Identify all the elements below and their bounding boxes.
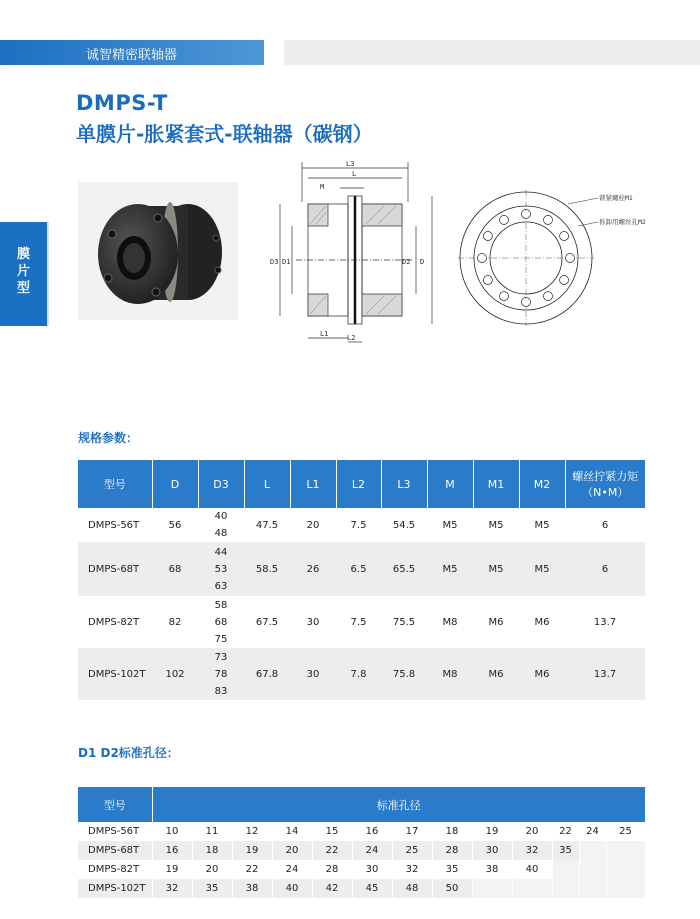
bore-cell-value: 22	[552, 822, 579, 841]
bore-cell-value: 19	[152, 860, 192, 879]
spec-header-l2: L2	[336, 460, 381, 508]
spec-cell-m1: M5	[473, 508, 519, 542]
bore-cell-value: 18	[432, 822, 472, 841]
spec-cell-torque: 13.7	[565, 596, 645, 648]
spec-cell-d3	[198, 542, 244, 596]
spec-header-torque	[565, 460, 645, 508]
spec-d3-value: 83	[214, 685, 228, 697]
spec-cell-l2: 7.5	[336, 596, 381, 648]
spec-header-m: M	[427, 460, 473, 508]
spec-cell-model: DMPS-56T	[78, 508, 152, 542]
bore-cell-empty	[512, 879, 552, 898]
bore-cell-value: 40	[512, 860, 552, 879]
spec-cell-d3	[198, 508, 244, 542]
bore-cell-value: 14	[272, 822, 312, 841]
bolt-hole	[483, 276, 492, 285]
spec-cell-torque: 6	[565, 508, 645, 542]
bore-cell-value: 25	[392, 841, 432, 860]
spec-header-l3: L3	[381, 460, 427, 508]
bolt-hole	[560, 276, 569, 285]
spec-cell-l1: 20	[290, 508, 336, 542]
bore-cell-empty	[606, 860, 645, 879]
spec-d3-value: 78	[214, 668, 228, 680]
bolt-hole	[544, 292, 553, 301]
bolt-hole	[500, 292, 509, 301]
bolt-hole	[560, 232, 569, 241]
spec-cell-model: DMPS-82T	[78, 596, 152, 648]
header-gray-band	[284, 40, 700, 65]
spec-cell-m2: M6	[519, 648, 565, 700]
bore-cell-value: 16	[352, 822, 392, 841]
bore-cell-value: 18	[192, 841, 232, 860]
spec-cell-l: 47.5	[244, 508, 290, 542]
spec-section-label: 规格参数：	[78, 431, 139, 445]
bore-cell-value: 24	[579, 822, 606, 841]
bolt-hole	[478, 254, 487, 263]
spec-d3-value: 63	[214, 580, 228, 592]
spec-cell-l3: 65.5	[381, 542, 427, 596]
bore-header-standard: 标准孔径	[152, 787, 645, 822]
bore-cell-value: 32	[512, 841, 552, 860]
bore-cell-value: 11	[192, 822, 232, 841]
dim-label: L2	[347, 334, 356, 342]
bore-cell-value: 35	[192, 879, 232, 898]
spec-header-m2: M2	[519, 460, 565, 508]
bore-cell-model: DMPS-82T	[78, 860, 152, 879]
dim-label: M	[320, 183, 325, 191]
side-category-tab	[0, 222, 49, 326]
spec-header-m1: M1	[473, 460, 519, 508]
bore-cell-value: 24	[352, 841, 392, 860]
spec-cell-l: 67.5	[244, 596, 290, 648]
face-view-drawing	[458, 176, 654, 336]
bolt-hole	[522, 210, 531, 219]
dim-label: D2	[402, 258, 411, 266]
bore-cell-empty	[579, 860, 606, 879]
spec-cell-l: 67.8	[244, 648, 290, 700]
spec-row	[78, 542, 645, 596]
dim-label: D3	[270, 258, 279, 266]
bore-cell-value: 20	[512, 822, 552, 841]
dim-label: L3	[346, 160, 355, 168]
bore-cell-value: 40	[272, 879, 312, 898]
bore-cell-value: 38	[472, 860, 512, 879]
spec-cell-torque: 13.7	[565, 648, 645, 700]
bore-section-label: D1 D2标准孔径：	[78, 746, 179, 760]
product-model: DMPS-T	[76, 91, 168, 115]
spec-cell-l1: 26	[290, 542, 336, 596]
side-tab-text	[0, 246, 47, 297]
spec-cell-l3: 75.8	[381, 648, 427, 700]
spec-row	[78, 508, 645, 542]
bore-row	[78, 879, 645, 898]
bore-cell-value: 15	[312, 822, 352, 841]
bore-cell-value: 10	[152, 822, 192, 841]
bore-cell-value: 25	[606, 822, 645, 841]
bore-header-model: 型号	[78, 787, 152, 822]
side-tab-char: 型	[16, 281, 30, 296]
spec-cell-m1: M5	[473, 542, 519, 596]
spec-d3-value: 40	[214, 511, 228, 522]
bore-cell-empty	[606, 879, 645, 898]
product-title: 单膜片-胀紧套式-联轴器（碳钢）	[76, 122, 373, 146]
spec-header-d: D	[152, 460, 198, 508]
spec-cell-d3	[198, 596, 244, 648]
spec-cell-m2: M5	[519, 542, 565, 596]
spec-cell-d3	[198, 648, 244, 700]
bore-cell-empty	[579, 879, 606, 898]
bolt-hole	[500, 215, 509, 224]
spec-cell-d: 68	[152, 542, 198, 596]
bore-cell-value: 45	[352, 879, 392, 898]
side-view-drawing	[266, 156, 452, 348]
spec-cell-m2: M5	[519, 508, 565, 542]
spec-cell-d: 56	[152, 508, 198, 542]
coupling-photo-icon	[78, 182, 238, 320]
bore-cell-value: 48	[392, 879, 432, 898]
bore-cell-value: 19	[472, 822, 512, 841]
bore-cell-empty	[472, 879, 512, 898]
spec-cell-m: M5	[427, 508, 473, 542]
bore-cell-value: 38	[232, 879, 272, 898]
bolt-hole	[566, 254, 575, 263]
spec-cell-torque: 6	[565, 542, 645, 596]
bore-cell-value: 30	[352, 860, 392, 879]
bore-cell-model: DMPS-68T	[78, 841, 152, 860]
bore-cell-value: 30	[472, 841, 512, 860]
spec-header-torque-unit: （N•M）	[582, 486, 629, 499]
spec-cell-model: DMPS-102T	[78, 648, 152, 700]
spec-cell-l2: 7.8	[336, 648, 381, 700]
side-tab-char: 膜	[16, 247, 30, 262]
spec-row	[78, 596, 645, 648]
bore-cell-value: 35	[552, 841, 579, 860]
spec-d3-value: 58	[214, 599, 228, 611]
spec-cell-l2: 6.5	[336, 542, 381, 596]
bore-cell-value: 24	[272, 860, 312, 879]
spec-cell-l: 58.5	[244, 542, 290, 596]
bore-cell-empty	[552, 860, 579, 879]
bore-cell-value: 22	[232, 860, 272, 879]
bore-row	[78, 841, 645, 860]
brand-name: 诚智精密联轴器	[86, 48, 178, 63]
spec-row	[78, 648, 645, 700]
spec-cell-l3: 54.5	[381, 508, 427, 542]
bore-cell-value: 16	[152, 841, 192, 860]
bore-cell-value: 32	[392, 860, 432, 879]
bore-cell-value: 22	[312, 841, 352, 860]
spec-d3-value: 68	[214, 616, 228, 628]
bore-cell-value: 28	[312, 860, 352, 879]
spec-d3-value: 44	[214, 546, 228, 558]
dim-label: L1	[320, 330, 329, 338]
bore-row	[78, 822, 645, 841]
bore-table	[78, 787, 646, 898]
spec-cell-m2: M6	[519, 596, 565, 648]
spec-cell-m1: M6	[473, 596, 519, 648]
bore-row	[78, 860, 645, 879]
spec-d3-value: 48	[214, 528, 228, 539]
dim-label: D1	[282, 258, 291, 266]
spec-table	[78, 460, 645, 700]
bore-cell-value: 20	[272, 841, 312, 860]
spec-header-l: L	[244, 460, 290, 508]
bore-cell-value: 32	[152, 879, 192, 898]
spec-d3-value: 53	[214, 563, 228, 575]
bolt-hole	[483, 232, 492, 241]
dim-label: L	[352, 170, 357, 178]
bore-cell-value: 28	[432, 841, 472, 860]
bore-cell-value: 35	[432, 860, 472, 879]
spec-cell-m: M5	[427, 542, 473, 596]
bore-cell-model: DMPS-102T	[78, 879, 152, 898]
spec-cell-model: DMPS-68T	[78, 542, 152, 596]
spec-cell-m1: M6	[473, 648, 519, 700]
bore-cell-value: 50	[432, 879, 472, 898]
spec-d3-value: 75	[214, 633, 228, 645]
product-photo	[78, 182, 238, 320]
spec-cell-m: M8	[427, 596, 473, 648]
dim-label: D	[420, 258, 425, 266]
spec-d3-value: 73	[214, 651, 228, 663]
bolt-hole	[522, 298, 531, 307]
bore-cell-empty	[552, 879, 579, 898]
side-tab-char: 片	[16, 264, 30, 279]
bore-cell-value: 19	[232, 841, 272, 860]
spec-header-model: 型号	[78, 460, 152, 508]
spec-cell-d: 102	[152, 648, 198, 700]
bore-cell-empty	[606, 841, 645, 860]
bore-cell-value: 20	[192, 860, 232, 879]
spec-header-d3: D3	[198, 460, 244, 508]
bore-cell-empty	[579, 841, 606, 860]
callout-removal-hole: 拆卸用螺丝孔M2	[599, 218, 646, 226]
bore-cell-value: 17	[392, 822, 432, 841]
spec-header-l1: L1	[290, 460, 336, 508]
bore-cell-model: DMPS-56T	[78, 822, 152, 841]
bolt-hole	[544, 215, 553, 224]
callout-locking-screw: 锁紧螺栓M1	[599, 194, 633, 202]
spec-header-torque-label: 螺丝拧紧力矩	[572, 470, 639, 483]
spec-cell-l2: 7.5	[336, 508, 381, 542]
spec-cell-m: M8	[427, 648, 473, 700]
spec-cell-l3: 75.5	[381, 596, 427, 648]
bore-cell-value: 12	[232, 822, 272, 841]
bore-cell-value: 42	[312, 879, 352, 898]
spec-cell-d: 82	[152, 596, 198, 648]
spec-cell-l1: 30	[290, 648, 336, 700]
spec-cell-l1: 30	[290, 596, 336, 648]
